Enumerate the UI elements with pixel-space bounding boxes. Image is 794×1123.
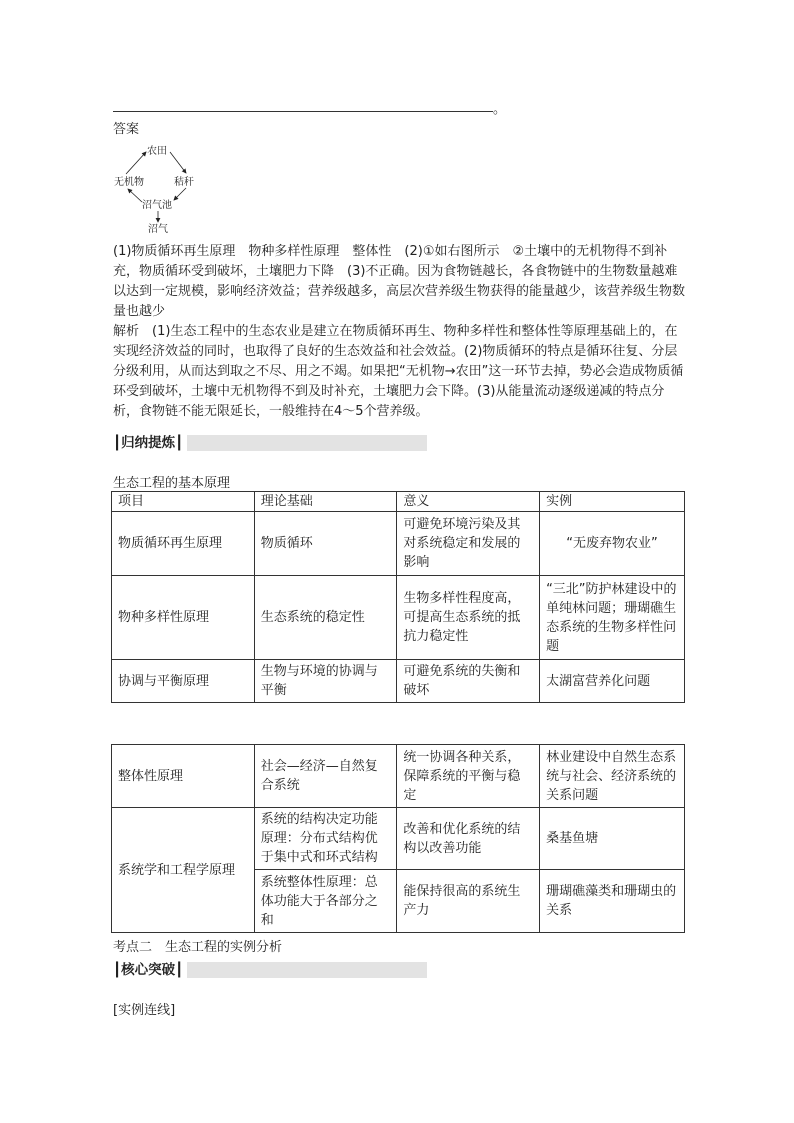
diagram-node-biogas-pit: 沼气池 (142, 200, 172, 211)
table-cell: 林业建设中自然生态系统与社会、经济系统的关系问题 (540, 745, 685, 808)
table-cell: 可避免系统的失衡和破坏 (397, 660, 540, 703)
diagram-node-inorganic: 无机物 (114, 177, 144, 188)
example-matching-label: [实例连线] (113, 1003, 176, 1018)
table-header: 理论基础 (254, 492, 397, 512)
table-header: 项目 (112, 492, 255, 512)
table-cell: 统一协调各种关系，保障系统的平衡与稳定 (397, 745, 540, 808)
table-cell: 太湖富营养化问题 (540, 660, 685, 703)
table-cell: 物质循环再生原理 (112, 512, 255, 576)
table-cell: 系统整体性原理：总体功能大于各部分之和 (254, 870, 397, 933)
answer-label: 答案 (113, 122, 140, 137)
diagram-node-straw: 秸秆 (174, 177, 194, 188)
diagram-node-farmland: 农田 (147, 146, 167, 157)
table-row (112, 808, 685, 870)
analysis-paragraph (113, 322, 685, 422)
table-cell: 系统的结构决定功能原理：分布式结构优于集中式和环式结构 (254, 808, 397, 870)
table-cell: 系统学和工程学原理 (112, 808, 255, 933)
table-cell: 可避免环境污染及其对系统稳定和发展的影响 (397, 512, 540, 576)
diagram-node-biogas: 沼气 (148, 224, 168, 235)
table-cell: 物种多样性原理 (112, 576, 255, 660)
blank-period: 。 (493, 102, 507, 117)
table-cell: 整体性原理 (112, 745, 255, 808)
analysis-label: 解析 (113, 324, 140, 339)
table-header: 实例 (540, 492, 685, 512)
arrow-inorganic-to-farmland (126, 152, 146, 174)
table-header: 意义 (397, 492, 540, 512)
answer-blank-line (113, 111, 493, 112)
table-cell: 珊瑚礁藻类和珊瑚虫的关系 (540, 870, 685, 933)
table-cell: 物质循环 (254, 512, 397, 576)
table-cell: 生态系统的稳定性 (254, 576, 397, 660)
table-cell: 桑基鱼塘 (540, 808, 685, 870)
table-row (112, 512, 685, 576)
section-header-core (113, 962, 427, 978)
table-row (112, 660, 685, 703)
section-header-summary-label: ┃归纳提炼┃ (113, 435, 187, 451)
arrow-pit-to-inorganic (128, 189, 142, 202)
table-cell: 能保持很高的系统生产力 (397, 870, 540, 933)
arrow-farmland-to-straw (170, 152, 186, 173)
section-header-summary (113, 435, 427, 451)
table-cell: 社会—经济—自然复合系统 (254, 745, 397, 808)
table-row (112, 576, 685, 660)
answer-text: (1)物质循环再生原理 物种多样性原理 整体性 (2)①如右图所示 ②土壤中的无机物得不到补充，物质循环受到破坏，土壤肥力下降 (3)不正确。因为食物链越长，各食物链中的生物数量越难以达到一定规模，影响经济效益；营养级越多，高层次营养级生物获得的能量越少，该营养级生物数量也越少 (113, 244, 686, 319)
table-cell: “三北”防护林建设中的单纯林问题；珊瑚礁生态系统的生物多样性问题 (540, 576, 685, 660)
topic-heading: 考点二 生态工程的实例分析 (113, 940, 283, 955)
table-title: 生态工程的基本原理 (113, 476, 231, 491)
table-cell: 改善和优化系统的结构以改善功能 (397, 808, 540, 870)
table-header-row (112, 492, 685, 512)
table-cell: 生物多样性程度高，可提高生态系统的抵抗力稳定性 (397, 576, 540, 660)
section-header-core-label: ┃核心突破┃ (113, 962, 187, 978)
arrow-straw-to-pit (174, 188, 186, 200)
table-cell: 协调与平衡原理 (112, 660, 255, 703)
analysis-text: (1)生态工程中的生态农业是建立在物质循环再生、物种多样性和整体性等原理基础上的，在实现经济效益的同时，也取得了良好的生态效益和社会效益。(2)物质循环的特点是循环往复、分层分级利用，从而达到取之不尽、用之不竭。如果把“无机物→农田”这一环节去掉，势必会造成物质循环受到破坏，土壤中无机物得不到及时补充，土壤肥力会下降。(3)从能量流动逐级递减的特点分析，食物链不能无限延长，一般维持在4～5个营养级。 (113, 324, 684, 419)
table-cell: 生物与环境的协调与平衡 (254, 660, 397, 703)
nutrient-cycle-diagram (112, 142, 212, 237)
table-row (112, 745, 685, 808)
principles-table (111, 491, 685, 703)
table-cell: “无废弃物农业” (540, 512, 685, 576)
principles-table-continued (111, 744, 685, 933)
